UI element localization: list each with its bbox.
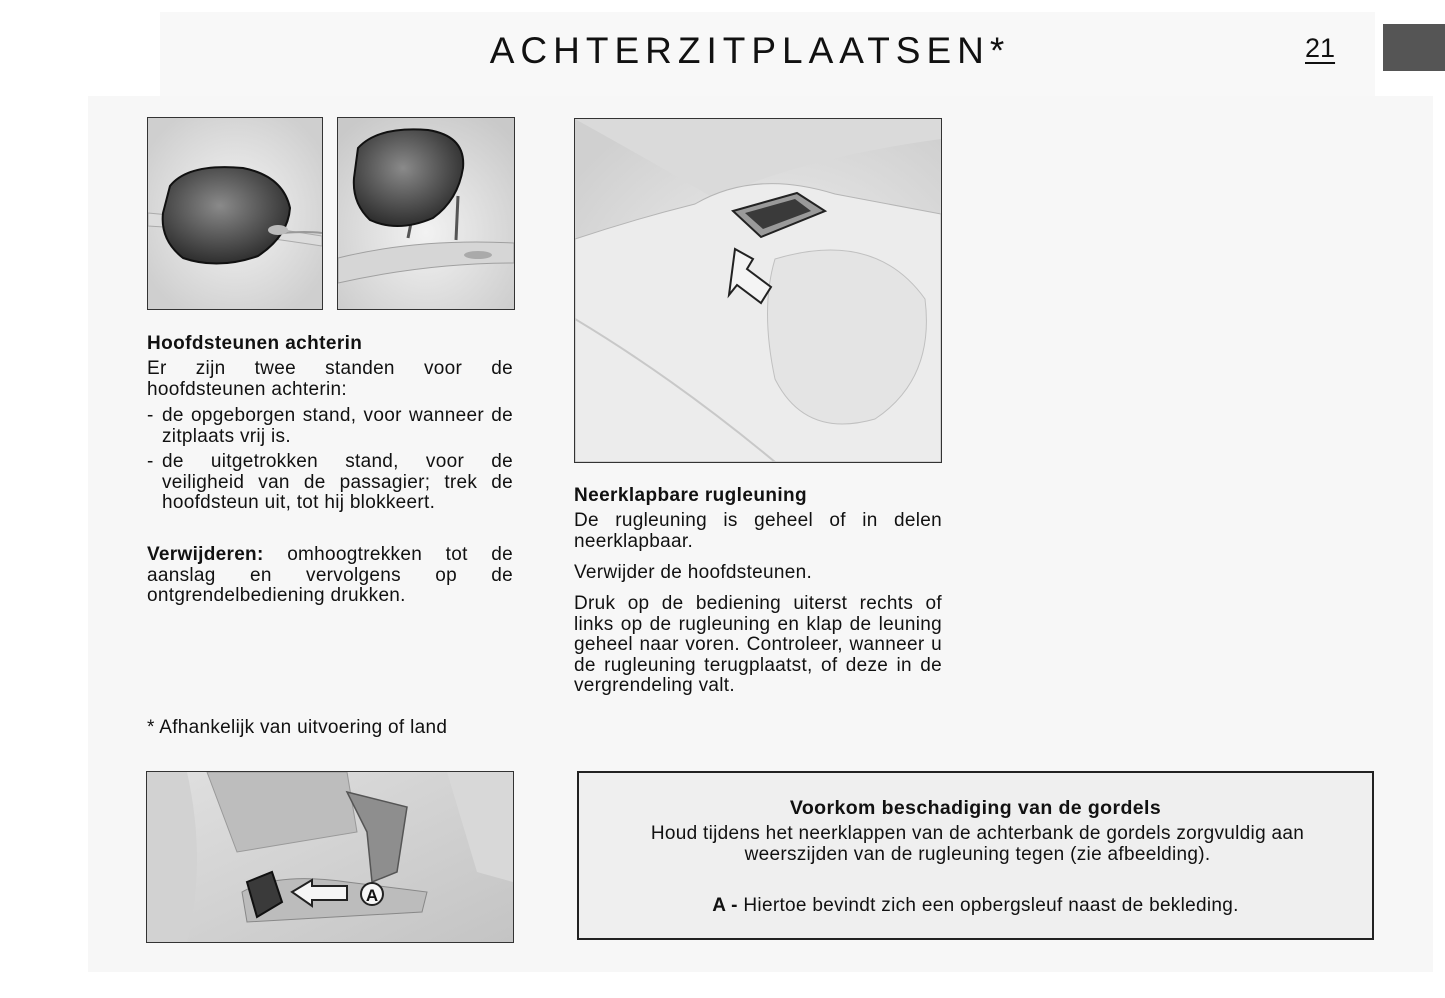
- headrests-intro: Er zijn twee standen voor de hoofdsteunen achterin:: [147, 358, 513, 400]
- page-number: 21: [1305, 33, 1336, 63]
- belt-marker-label: A: [365, 886, 379, 905]
- headrest-stowed-illustration: [147, 117, 323, 310]
- headrests-heading: Hoofdsteunen achterin: [147, 333, 363, 354]
- backrest-heading: Neerklapbare rugleuning: [574, 485, 808, 506]
- warning-note-label: A -: [712, 895, 738, 916]
- warning-note-text: Hiertoe bevindt zich een opbergsleuf naast de bekleding.: [743, 895, 1239, 916]
- backrest-paragraph: Verwijder de hoofdsteunen.: [574, 562, 813, 583]
- headrests-removal: [147, 545, 513, 607]
- belt-slot-illustration: [146, 771, 514, 943]
- backrest-release-illustration: [574, 118, 942, 463]
- backrest-paragraph: De rugleuning is geheel of in delen neerklapbaar.: [574, 510, 942, 552]
- warning-title: Voorkom beschadiging van de gordels: [789, 797, 1162, 819]
- belt-warning-box: [577, 771, 1374, 940]
- footnote: * Afhankelijk van uitvoering of land: [147, 717, 448, 738]
- chapter-tab-marker: [1383, 24, 1445, 71]
- warning-note: [579, 895, 1372, 917]
- list-bullet: -: [147, 451, 154, 472]
- page-title: ACHTERZITPLAATSEN*: [489, 30, 1011, 71]
- headrest-extended-illustration: [337, 117, 515, 310]
- list-item-text: de uitgetrokken stand, voor de veiligheid van de passagier; trek de hoofdsteun uit, tot hij blokkeert.: [162, 451, 513, 513]
- list-item-text: de opgeborgen stand, voor wanneer de zitplaats vrij is.: [162, 405, 513, 447]
- headrests-list-item: [147, 452, 513, 514]
- removal-label: Verwijderen:: [147, 544, 264, 565]
- warning-text: Houd tijdens het neerklappen van de achterbank de gordels zorgvuldig aan weerszijden van de rugleuning tegen (zie afbeelding).: [650, 823, 1305, 865]
- headrests-list-item: [147, 406, 513, 447]
- backrest-paragraph: Druk op de bediening uiterst rechts of links op de rugleuning en klap de leuning geheel naar voren. Controleer, wanneer u de rugleuning terugplaatst, of deze in de vergrendeling valt.: [574, 593, 942, 696]
- list-bullet: -: [147, 405, 154, 426]
- removal-text: omhoogtrekken tot de aanslag en vervolgens op de ontgrendelbediening drukken.: [147, 544, 513, 606]
